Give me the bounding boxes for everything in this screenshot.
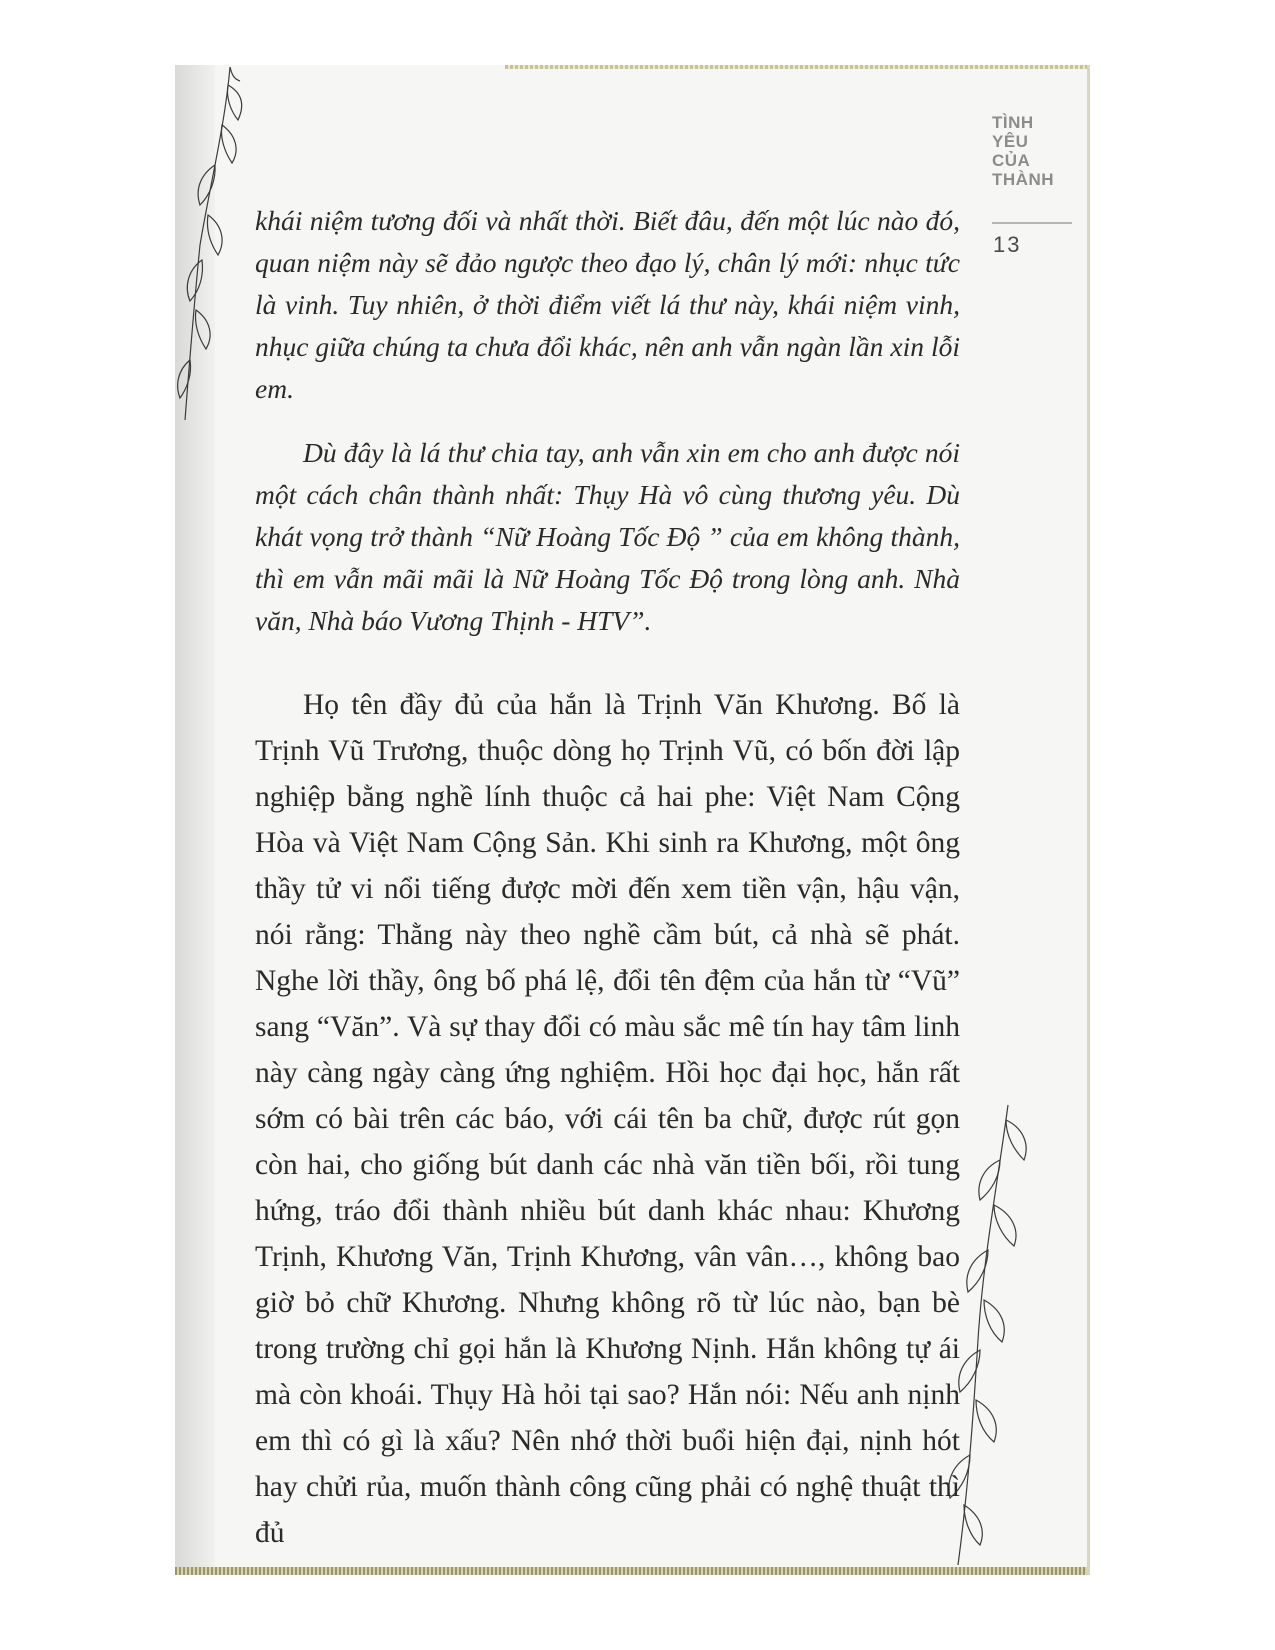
letter-excerpt: [255, 200, 960, 642]
body-paragraph: Họ tên đầy đủ của hắn là Trịnh Văn Khương. Bố là Trịnh Vũ Trương, thuộc dòng họ Trịnh Vũ, có bốn đời lập nghiệp bằng nghề lính thuộc cả hai phe: Việt Nam Cộng Hòa và Việt Nam Cộng Sản. Khi sinh ra Khương, một ông thầy tử vi nổi tiếng được mời đến xem tiền vận, hậu vận, nói rằng: Thằng này theo nghề cầm bút, cả nhà sẽ phát. Nghe lời thầy, ông bố phá lệ, đổi tên đệm của hắn từ “Vũ” sang “Văn”. Và sự thay đổi có màu sắc mê tín hay tâm linh này càng ngày càng ứng nghiệm. Hồi học đại học, hắn rất sớm có bài trên các báo, với cái tên ba chữ, được rút gọn còn hai, cho giống bút danh các nhà văn tiền bối, rồi tung hứng, tráo đổi thành nhiều bút danh khác nhau: Khương Trịnh, Khương Văn, Trịnh Khương, vân vân…, không bao giờ bỏ chữ Khương. Nhưng không rõ từ lúc nào, bạn bè trong trường chỉ gọi hắn là Khương Nịnh. Hắn không tự ái mà còn khoái. Thụy Hà hỏi tại sao? Hắn nói: Nếu anh nịnh em thì có gì là xấu? Nên nhớ thời buổi hiện đại, nịnh hót hay chửi rủa, muốn thành công cũng phải có nghệ thuật thì đủ: [255, 689, 960, 1549]
running-head: [992, 113, 1072, 189]
page-number: 13: [993, 232, 1022, 257]
letter-paragraph: khái niệm tương đối và nhất thời. Biết đâu, đến một lúc nào đó, quan niệm này sẽ đảo ngược theo đạo lý, chân lý mới: nhục tức là vinh. Tuy nhiên, ở thời điểm viết lá thư này, khái niệm vinh, nhục giữa chúng ta chưa đổi khác, nên anh vẫn ngàn lần xin lỗi em.: [255, 205, 960, 404]
text-block: [255, 200, 960, 1556]
body-text: [255, 682, 960, 1556]
letter-paragraph: Dù đây là lá thư chia tay, anh vẫn xin em cho anh được nói một cách chân thành nhất: Thụy Hà vô cùng thương yêu. Dù khát vọng trở thành “Nữ Hoàng Tốc Độ ” của em không thành, thì em vẫn mãi mãi là Nữ Hoàng Tốc Độ trong lòng anh. Nhà văn, Nhà báo Vương Thịnh - HTV”.: [255, 437, 960, 636]
running-head-line: YÊU: [992, 132, 1029, 151]
page-right-edge: [1087, 65, 1090, 1575]
running-head-line: CỦA: [992, 151, 1031, 170]
leaf-branch-top-left-icon: [170, 65, 250, 425]
page-top-edge: [505, 65, 1090, 69]
running-head-line: THÀNH: [992, 170, 1054, 189]
running-head-line: TÌNH: [992, 113, 1034, 132]
running-head-rule: [992, 222, 1072, 224]
